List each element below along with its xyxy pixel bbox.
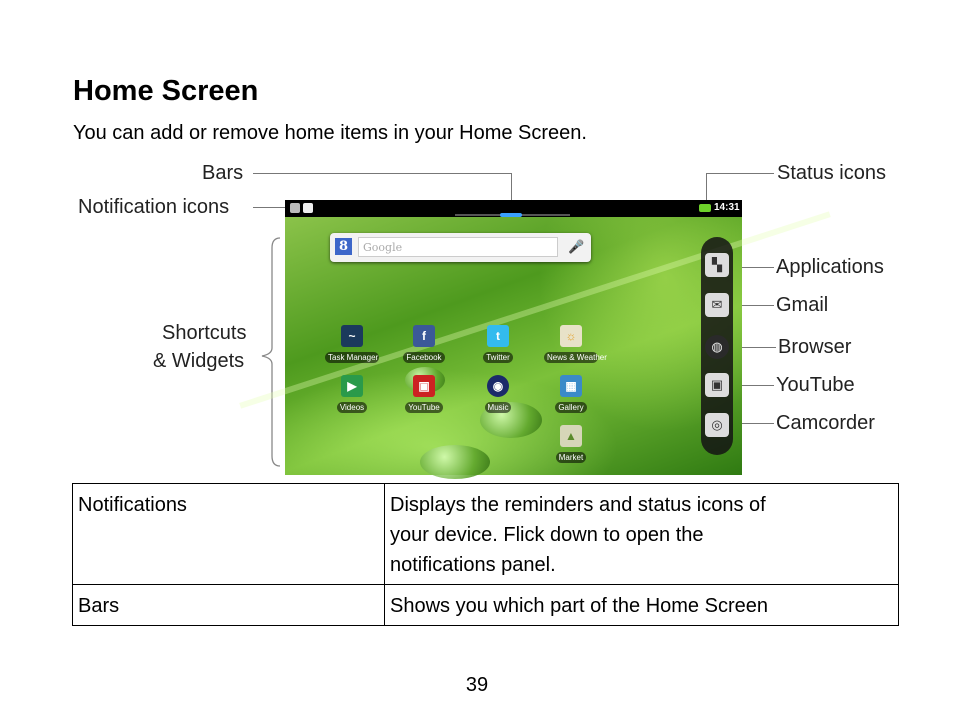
twitter-icon: t [487, 325, 509, 347]
notification-icon [303, 203, 313, 213]
callout-bars: Bars [202, 162, 244, 184]
app-music[interactable]: ◉ Music [471, 375, 525, 415]
app-news-weather[interactable]: ☼ News & Weather [544, 325, 598, 365]
page-number: 39 [465, 674, 489, 696]
callout-line [253, 173, 512, 174]
app-videos[interactable]: ▶ Videos [325, 375, 379, 415]
notification-icon [290, 203, 300, 213]
table-cell-description [385, 484, 899, 585]
status-bar[interactable] [285, 200, 742, 217]
market-icon: ▲ [560, 425, 582, 447]
app-gallery[interactable]: ▦ Gallery [544, 375, 598, 415]
description-line: your device. Flick down to open the [390, 524, 704, 546]
task-manager-icon: ~ [341, 325, 363, 347]
callout-widgets: & Widgets [153, 350, 245, 372]
info-table [72, 483, 899, 626]
app-facebook[interactable]: f Facebook [397, 325, 451, 365]
youtube-icon: ▣ [413, 375, 435, 397]
facebook-icon: f [413, 325, 435, 347]
app-youtube[interactable]: ▣ YouTube [397, 375, 451, 415]
applications-icon[interactable]: ▚ [705, 253, 729, 277]
callout-line [706, 173, 774, 174]
camcorder-icon[interactable]: ◎ [705, 413, 729, 437]
callout-shortcuts: Shortcuts [162, 322, 247, 344]
gallery-icon: ▦ [560, 375, 582, 397]
callout-line [253, 207, 289, 208]
table-cell-term: Bars [73, 585, 385, 626]
callout-notification-icons: Notification icons [78, 196, 230, 218]
callout-gmail: Gmail [776, 294, 829, 316]
google-icon: 8 [335, 238, 352, 255]
google-search-widget[interactable] [330, 233, 591, 262]
home-screen[interactable] [285, 217, 742, 475]
callout-browser: Browser [778, 336, 852, 358]
videos-icon: ▶ [341, 375, 363, 397]
music-icon: ◉ [487, 375, 509, 397]
app-task-manager[interactable]: ~ Task Manager [325, 325, 379, 365]
table-row [73, 484, 899, 585]
status-time: 14:31 [714, 202, 740, 213]
shortcuts-brace [258, 236, 282, 468]
launcher-dock [701, 237, 733, 455]
page-heading: Home Screen [73, 75, 259, 107]
callout-line [736, 347, 776, 348]
browser-icon[interactable]: ◍ [705, 335, 729, 359]
app-market[interactable]: ▲ Market [544, 425, 598, 465]
description-line: Displays the reminders and status icons of [390, 494, 766, 516]
wallpaper-drop [420, 445, 490, 479]
callout-camcorder: Camcorder [776, 412, 875, 434]
gmail-icon[interactable]: ✉ [705, 293, 729, 317]
callout-youtube: YouTube [776, 374, 855, 396]
description-line: Shows you which part of the Home Screen [390, 595, 768, 617]
table-cell-description [385, 585, 899, 626]
callout-line [706, 173, 707, 203]
table-cell-term: Notifications [73, 484, 385, 585]
callout-applications: Applications [776, 256, 884, 278]
description-line: notifications panel. [390, 554, 556, 576]
app-twitter[interactable]: t Twitter [471, 325, 525, 365]
search-input[interactable]: Google [358, 237, 558, 257]
microphone-icon[interactable]: 🎤 [568, 239, 585, 254]
youtube-dock-icon[interactable]: ▣ [705, 373, 729, 397]
callout-status-icons: Status icons [777, 162, 886, 184]
news-weather-icon: ☼ [560, 325, 582, 347]
battery-icon [699, 204, 711, 212]
intro-text: You can add or remove home items in your Home Screen. [73, 122, 587, 144]
table-row [73, 585, 899, 626]
